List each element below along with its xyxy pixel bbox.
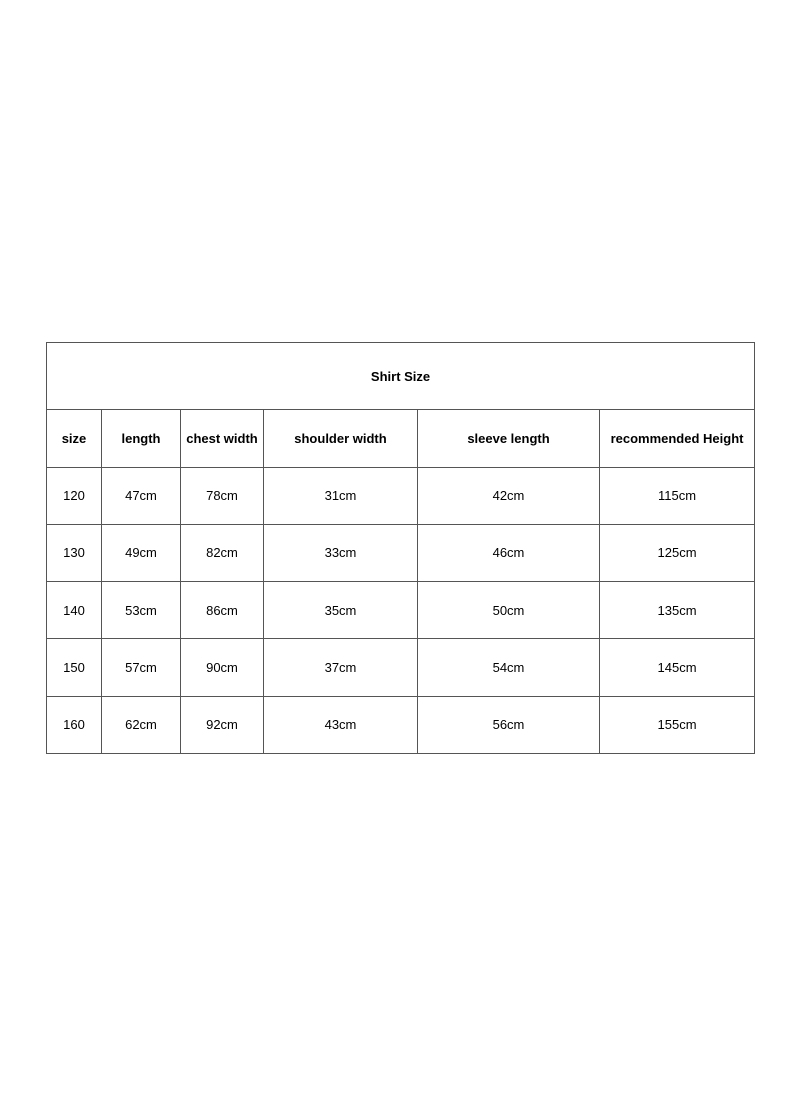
header-shoulder-width: shoulder width — [264, 410, 418, 467]
cell-length: 57cm — [102, 639, 181, 696]
cell-chest-width: 92cm — [181, 696, 264, 753]
cell-chest-width: 90cm — [181, 639, 264, 696]
table-row — [47, 696, 755, 753]
cell-size: 120 — [47, 467, 102, 524]
cell-shoulder-width: 43cm — [264, 696, 418, 753]
cell-chest-width: 78cm — [181, 467, 264, 524]
cell-length: 53cm — [102, 582, 181, 639]
cell-shoulder-width: 31cm — [264, 467, 418, 524]
size-chart-table — [46, 342, 755, 754]
cell-shoulder-width: 33cm — [264, 524, 418, 581]
cell-sleeve-length: 56cm — [418, 696, 600, 753]
cell-length: 47cm — [102, 467, 181, 524]
header-sleeve-length: sleeve length — [418, 410, 600, 467]
table-title: Shirt Size — [47, 343, 755, 410]
header-recommended-height: recommended Height — [600, 410, 755, 467]
cell-chest-width: 82cm — [181, 524, 264, 581]
cell-sleeve-length: 42cm — [418, 467, 600, 524]
cell-chest-width: 86cm — [181, 582, 264, 639]
cell-recommended-height: 155cm — [600, 696, 755, 753]
table-row — [47, 639, 755, 696]
table-row — [47, 582, 755, 639]
title-row — [47, 343, 755, 410]
cell-size: 160 — [47, 696, 102, 753]
header-row — [47, 410, 755, 467]
cell-length: 62cm — [102, 696, 181, 753]
table-row — [47, 467, 755, 524]
cell-length: 49cm — [102, 524, 181, 581]
header-length: length — [102, 410, 181, 467]
cell-sleeve-length: 50cm — [418, 582, 600, 639]
cell-recommended-height: 115cm — [600, 467, 755, 524]
cell-size: 140 — [47, 582, 102, 639]
cell-sleeve-length: 46cm — [418, 524, 600, 581]
cell-recommended-height: 145cm — [600, 639, 755, 696]
cell-shoulder-width: 37cm — [264, 639, 418, 696]
cell-recommended-height: 135cm — [600, 582, 755, 639]
cell-size: 130 — [47, 524, 102, 581]
table-row — [47, 524, 755, 581]
cell-sleeve-length: 54cm — [418, 639, 600, 696]
header-chest-width: chest width — [181, 410, 264, 467]
cell-recommended-height: 125cm — [600, 524, 755, 581]
cell-shoulder-width: 35cm — [264, 582, 418, 639]
cell-size: 150 — [47, 639, 102, 696]
header-size: size — [47, 410, 102, 467]
